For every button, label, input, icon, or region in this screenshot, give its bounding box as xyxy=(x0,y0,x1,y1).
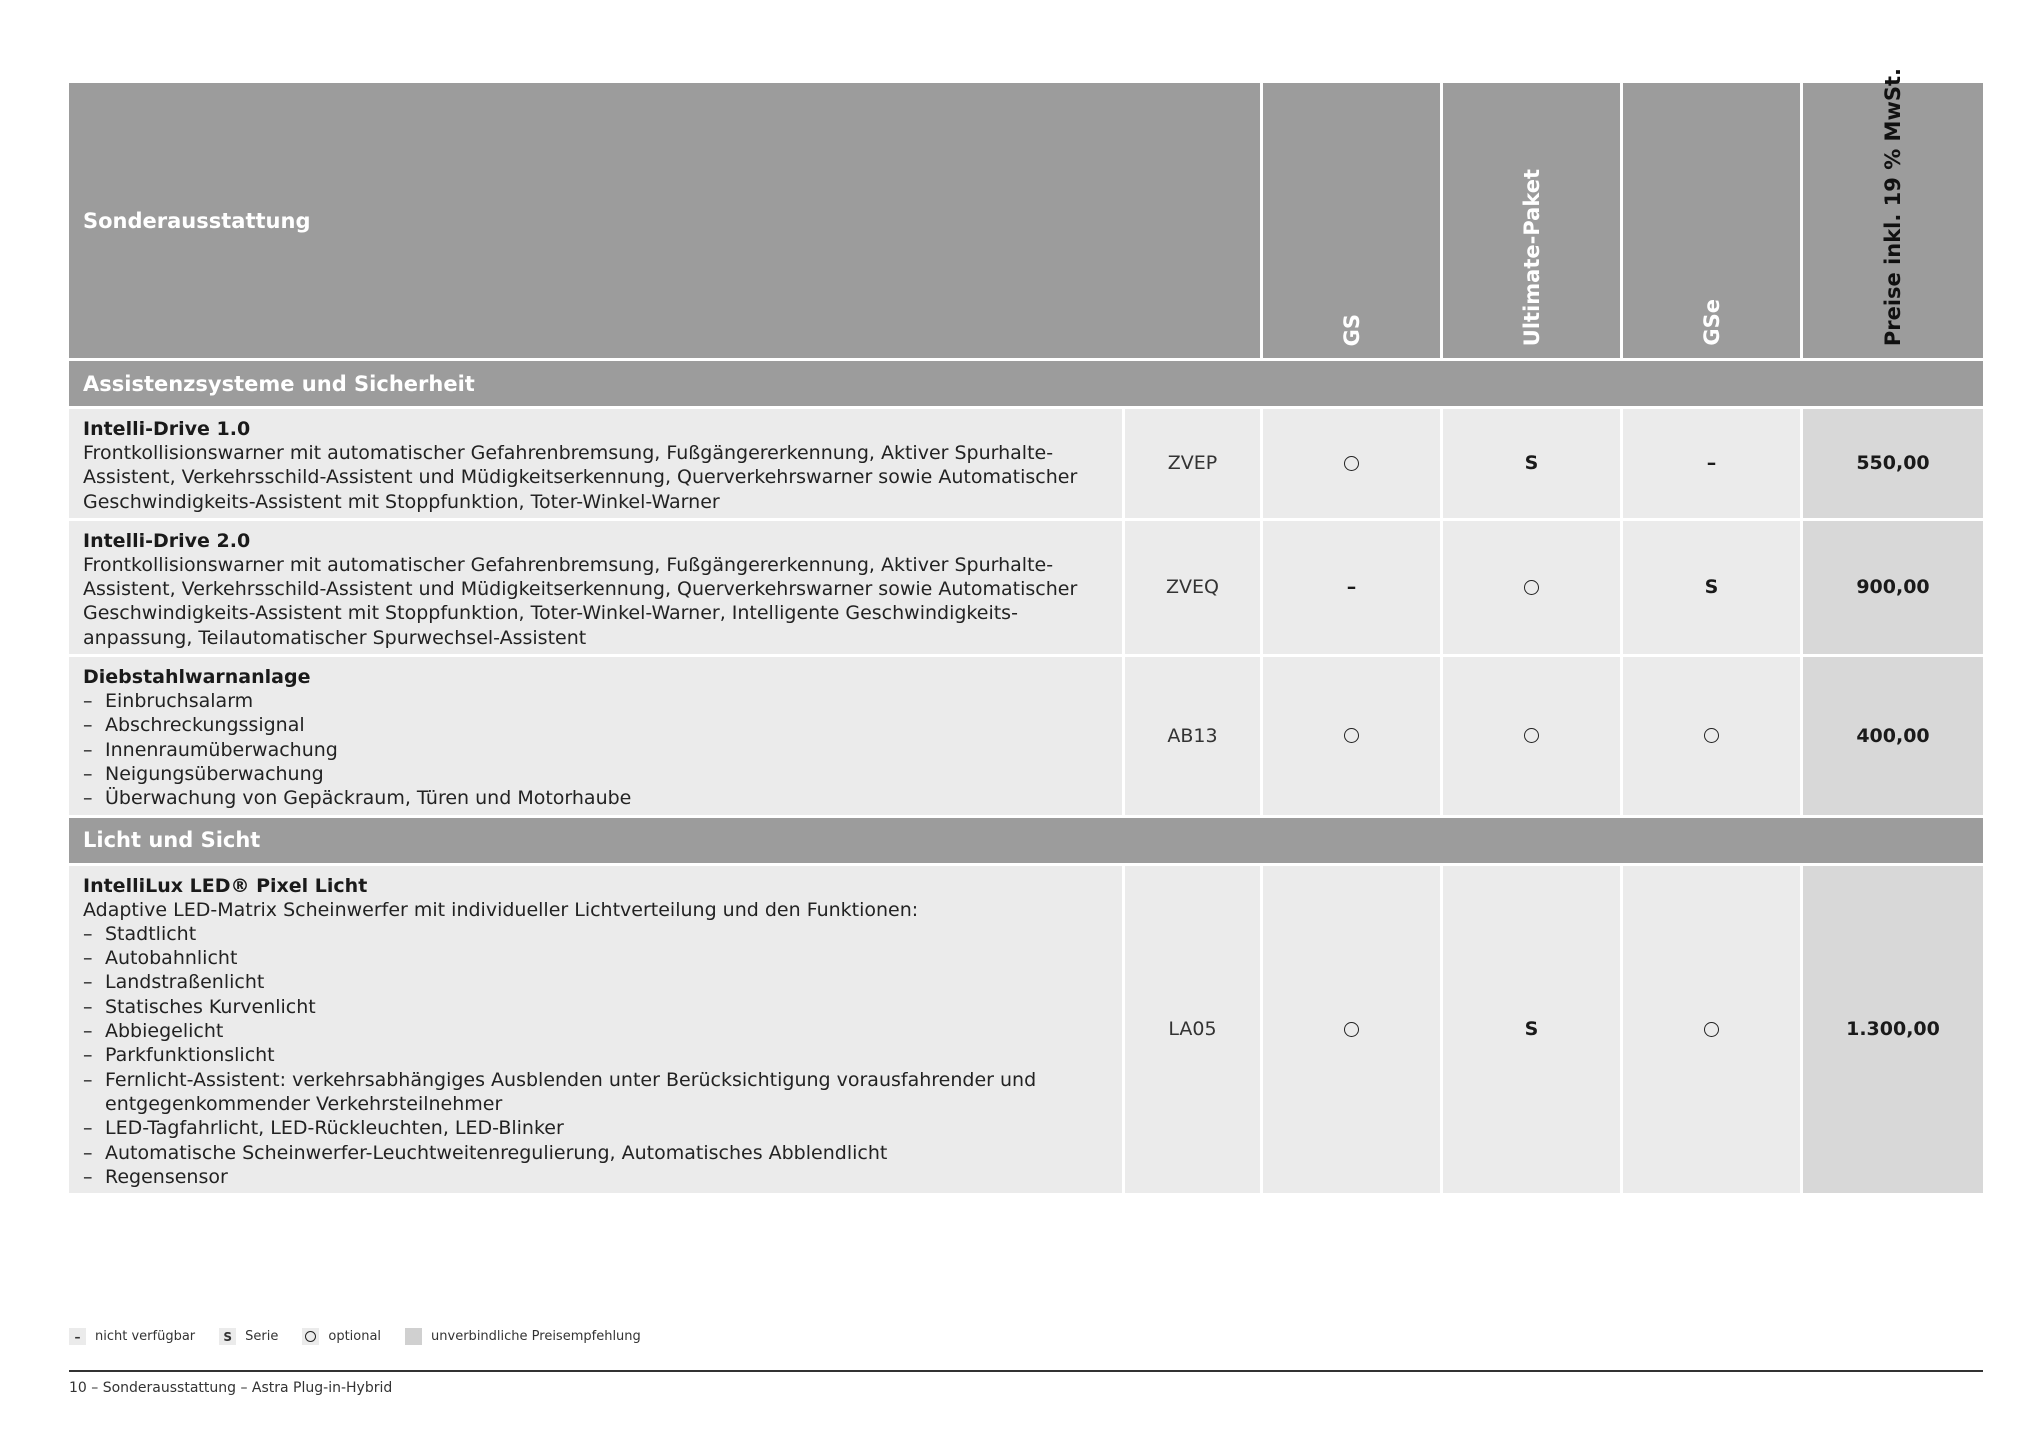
option-code: AB13 xyxy=(1125,657,1260,814)
gs-mark xyxy=(1263,409,1440,518)
row-text-line: Adaptive LED-Matrix Scheinwerfer mit individueller Lichtverteilung und den Funktionen: xyxy=(83,898,919,921)
table-header xyxy=(69,67,1983,358)
bullet-item: – Automatische Scheinwerfer-Leuchtweitenregulierung, Automatisches Abblendlicht xyxy=(83,1141,888,1164)
legend-price xyxy=(405,1328,641,1345)
bullet-item: – Stadtlicht xyxy=(83,922,197,945)
table-row xyxy=(69,657,1983,814)
header-ultimate xyxy=(1443,83,1620,358)
legend-na-label: nicht verfügbar xyxy=(95,1329,196,1344)
row-description xyxy=(69,657,1122,814)
gse-mark-value: – xyxy=(1706,452,1717,475)
row-text-line: Geschwindigkeits-Assistent mit Stoppfunktion, Toter-Winkel-Warner, Intelligente Geschwindigkeits- xyxy=(83,602,1018,625)
row-description xyxy=(69,521,1122,654)
row-text-line: Assistent, Verkehrsschild-Assistent und Müdigkeitserkennung, Querverkehrswarner sowie Automatischer xyxy=(83,466,1078,489)
row-description xyxy=(69,409,1122,518)
row-title: Diebstahlwarnanlage xyxy=(83,666,311,689)
bullet-item: – Statisches Kurvenlicht xyxy=(83,995,316,1018)
ultimate-mark-value: S xyxy=(1524,1018,1539,1041)
row-text-line: Geschwindigkeits-Assistent mit Stoppfunktion, Toter-Winkel-Warner xyxy=(83,490,720,513)
optional-circle-icon xyxy=(1524,580,1539,595)
header-desc: Sonderausstattung xyxy=(69,83,1260,358)
gs-mark-value: – xyxy=(1346,576,1357,599)
table-row xyxy=(69,409,1983,518)
option-code: ZVEQ xyxy=(1125,521,1260,654)
bullet-item: – Einbruchsalarm xyxy=(83,690,254,713)
legend-serie-label: Serie xyxy=(245,1329,279,1344)
header-price xyxy=(1803,67,1983,358)
price: 550,00 xyxy=(1803,409,1983,518)
bullet-item: – Neigungsüberwachung xyxy=(83,762,324,785)
header-price-label: Preise inkl. 19 % MwSt. xyxy=(1881,67,1905,346)
gse-mark xyxy=(1623,866,1800,1194)
optional-circle-icon xyxy=(302,1328,319,1345)
row-text-line: Assistent, Verkehrsschild-Assistent und Müdigkeitserkennung, Querverkehrswarner sowie Automatischer xyxy=(83,578,1078,601)
bullet-item: – Abbiegelicht xyxy=(83,1020,224,1043)
bullet-item: – Fernlicht-Assistent: verkehrsabhängiges Ausblenden unter Berücksichtigung vorausfahrender und entgegenkommender Verkehrsteilnehmer xyxy=(83,1068,1037,1115)
price: 400,00 xyxy=(1803,657,1983,814)
bullet-item: – Parkfunktionslicht xyxy=(83,1044,275,1067)
page-footer: 10 – Sonderausstattung – Astra Plug-in-Hybrid xyxy=(69,1380,393,1396)
header-ultimate-label: Ultimate-Paket xyxy=(1519,168,1544,346)
optional-circle-icon xyxy=(1344,728,1359,743)
bullet-item: – Landstraßenlicht xyxy=(83,971,265,994)
legend-optional-label: optional xyxy=(328,1329,382,1344)
bullet-item: – Innenraumüberwachung xyxy=(83,738,338,761)
header-gse xyxy=(1623,83,1800,358)
section-header: Licht und Sicht xyxy=(69,818,1983,863)
row-text-line: Frontkollisionswarner mit automatischer Gefahrenbremsung, Fußgängererkennung, Aktiver Spurhalte- xyxy=(83,553,1054,576)
gse-mark xyxy=(1623,409,1800,518)
row-title: Intelli-Drive 1.0 xyxy=(83,418,251,440)
row-title: IntelliLux LED® Pixel Licht xyxy=(83,874,368,897)
option-code: LA05 xyxy=(1125,866,1260,1194)
ultimate-mark xyxy=(1443,409,1620,518)
equipment-table xyxy=(69,67,1983,1196)
ultimate-mark xyxy=(1443,657,1620,814)
bullet-item: – Regensensor xyxy=(83,1165,228,1188)
gse-mark-value: S xyxy=(1704,576,1719,599)
optional-circle-icon xyxy=(1344,1022,1359,1037)
header-gse-label: GSe xyxy=(1699,299,1724,346)
optional-circle-icon xyxy=(1344,456,1359,471)
table-body xyxy=(69,361,1983,1193)
legend-serie xyxy=(219,1328,278,1345)
row-text-line: Frontkollisionswarner mit automatischer Gefahrenbremsung, Fußgängererkennung, Aktiver Spurhalte- xyxy=(83,442,1054,464)
legend xyxy=(69,1328,665,1345)
legend-na-symbol: – xyxy=(69,1328,86,1345)
row-description xyxy=(69,866,1122,1194)
ultimate-mark xyxy=(1443,866,1620,1194)
price: 900,00 xyxy=(1803,521,1983,654)
header-gs-label: GS xyxy=(1339,313,1364,346)
ultimate-mark-value: S xyxy=(1524,452,1539,475)
option-code: ZVEP xyxy=(1125,409,1260,518)
price: 1.300,00 xyxy=(1803,866,1983,1194)
gse-mark xyxy=(1623,521,1800,654)
price-swatch-icon xyxy=(405,1328,422,1345)
legend-serie-symbol: S xyxy=(219,1328,236,1345)
optional-circle-icon xyxy=(1704,728,1719,743)
legend-na xyxy=(69,1328,195,1345)
optional-circle-icon xyxy=(1704,1022,1719,1037)
gs-mark xyxy=(1263,521,1440,654)
gse-mark xyxy=(1623,657,1800,814)
ultimate-mark xyxy=(1443,521,1620,654)
gs-mark xyxy=(1263,657,1440,814)
gs-mark xyxy=(1263,866,1440,1194)
footer-rule xyxy=(69,1370,1983,1372)
legend-optional xyxy=(302,1328,381,1345)
optional-circle-icon xyxy=(1524,728,1539,743)
bullet-item: – LED-Tagfahrlicht, LED-Rückleuchten, LED-Blinker xyxy=(83,1117,564,1140)
section-header: Assistenzsysteme und Sicherheit xyxy=(69,361,1983,406)
bullet-item: – Autobahnlicht xyxy=(83,947,238,970)
bullet-item: – Abschreckungssignal xyxy=(83,714,305,737)
row-text-line: anpassung, Teilautomatischer Spurwechsel-Assistent xyxy=(83,626,587,649)
header-gs xyxy=(1263,83,1440,358)
legend-price-label: unverbindliche Preisempfehlung xyxy=(431,1329,641,1344)
bullet-item: – Überwachung von Gepäckraum, Türen und Motorhaube xyxy=(83,787,632,810)
row-title: Intelli-Drive 2.0 xyxy=(83,529,251,552)
table-row xyxy=(69,521,1983,654)
table-row xyxy=(69,866,1983,1194)
